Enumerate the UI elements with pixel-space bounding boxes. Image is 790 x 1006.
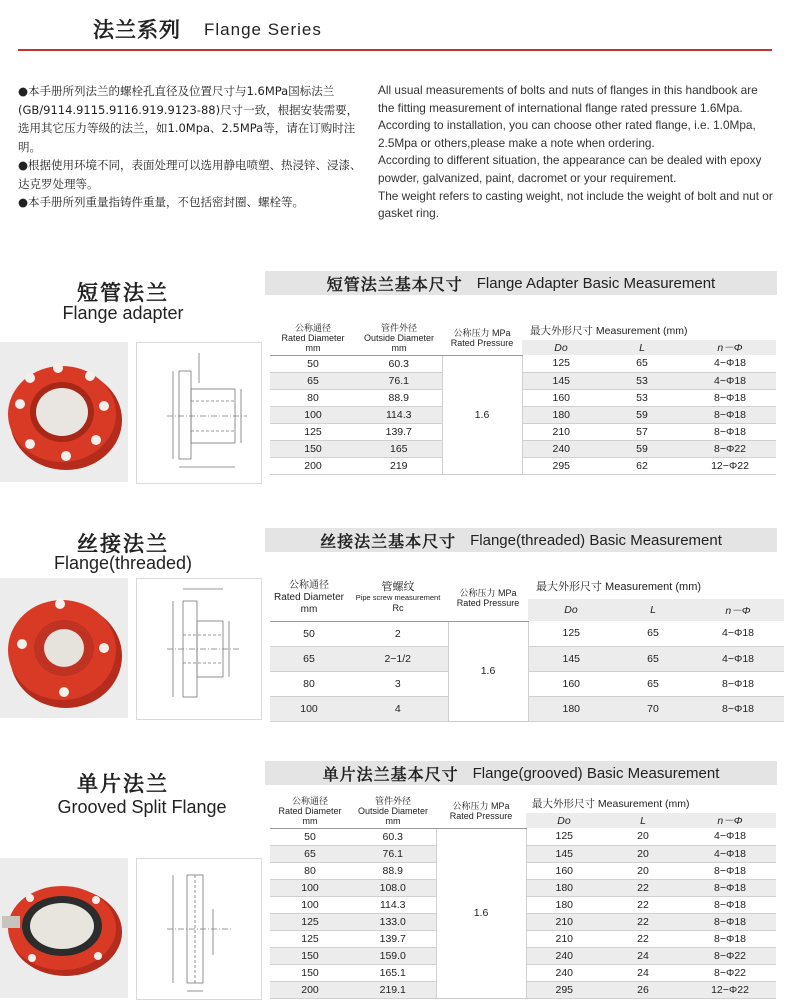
table-cell: 240 <box>526 964 602 981</box>
intro-cn-3: ●本手册所列重量指铸件重量，不包括密封圈、螺栓等。 <box>18 195 305 209</box>
table-cell: 59 <box>600 440 684 457</box>
table-cell: 8−Φ22 <box>684 947 776 964</box>
table-cell: 12−Φ22 <box>684 981 776 998</box>
table-row <box>270 406 776 423</box>
table-cell: 22 <box>602 896 684 913</box>
col-outside-diameter: 管件外径 Outside Diameter mm <box>350 795 436 828</box>
table-cell: 165.1 <box>350 964 436 981</box>
table-cell: 8−Φ18 <box>684 896 776 913</box>
table-cell: 20 <box>602 862 684 879</box>
section-bar-cn: 丝接法兰基本尺寸 <box>320 531 457 551</box>
table-cell: 12−Φ22 <box>684 457 776 474</box>
table-cell: 125 <box>270 930 350 947</box>
table-cell: 150 <box>270 964 350 981</box>
table-cell: 180 <box>522 406 600 423</box>
table-cell: 65 <box>614 671 692 696</box>
table-cell: 295 <box>526 981 602 998</box>
table-cell: 240 <box>522 440 600 457</box>
intro-en-2: According to different situation, the appearance can be dealed with epoxy powder, galvanized, paint, dacromet or your requirement. <box>378 153 762 185</box>
table-cell: 50 <box>270 621 348 646</box>
table-cell: 100 <box>270 406 356 423</box>
table-cell: 160 <box>528 671 614 696</box>
table-cell: 8−Φ18 <box>684 862 776 879</box>
section-title-cn: 丝接法兰 <box>77 532 169 556</box>
table-cell: 65 <box>270 646 348 671</box>
table-cell: 65 <box>614 646 692 671</box>
col-rated-pressure: 公称压力 MPa Rated Pressure <box>448 575 528 621</box>
section-title-en: Grooved Split Flange <box>57 797 227 817</box>
table-cell: 180 <box>528 696 614 721</box>
section-title-en: Flange adapter <box>62 303 184 323</box>
table-cell: 60.3 <box>356 355 442 372</box>
table-cell: 4−Φ18 <box>684 845 776 862</box>
table-cell: 80 <box>270 389 356 406</box>
table-cell: 2 <box>348 621 448 646</box>
table-cell: 8−Φ22 <box>684 440 776 457</box>
header-divider <box>18 49 772 51</box>
col-measurement: 最大外形尺寸 Measurement (mm) <box>536 581 702 593</box>
table-cell: 8−Φ18 <box>684 423 776 440</box>
col-rated-diameter: 公称通径 Rated Diameter mm <box>270 795 350 828</box>
sub-n-phi: n－Φ <box>684 340 776 355</box>
table-cell: 210 <box>522 423 600 440</box>
table-cell: 139.7 <box>350 930 436 947</box>
rows <box>270 621 784 721</box>
table-cell: 100 <box>270 696 348 721</box>
grooved-flange-drawing <box>136 858 262 1000</box>
intro-cn-1: ●本手册所列法兰的螺栓孔直径及位置尺寸与1.6MPa国标法兰(GB/9114.9115.9116.919.9123-88)尺寸一致，根据安装需要，选用其它压力等级的法兰，如1.0Mpa、2.5MPa等，请在订购时注明。 <box>18 84 359 154</box>
measurement-table <box>270 322 776 475</box>
table-cell: 22 <box>602 879 684 896</box>
table-cell: 8−Φ18 <box>684 406 776 423</box>
table-row <box>270 423 776 440</box>
table-cell: 4−Φ18 <box>692 646 784 671</box>
table-cell: 4−Φ18 <box>684 355 776 372</box>
col-rated-pressure: 公称压力 MPa Rated Pressure <box>436 795 526 828</box>
table-cell: 65 <box>270 845 350 862</box>
flange-adapter-photo <box>0 342 128 482</box>
table-cell: 145 <box>522 372 600 389</box>
table-cell: 3 <box>348 671 448 696</box>
table-cell: 8−Φ18 <box>692 696 784 721</box>
table-cell: 145 <box>526 845 602 862</box>
table-cell: 125 <box>270 913 350 930</box>
sub-n-phi: n－Φ <box>684 813 776 828</box>
rows <box>270 828 776 998</box>
measurement-table <box>270 575 784 722</box>
section-bar <box>265 761 777 785</box>
col-pipe-screw: 管螺纹 Pipe screw measurement Rc <box>348 575 448 621</box>
table-cell: 65 <box>600 355 684 372</box>
table-cell: 76.1 <box>356 372 442 389</box>
table-flange-threaded <box>270 575 784 722</box>
rows <box>270 355 776 474</box>
flange-threaded-photo <box>0 578 128 718</box>
table-cell: 57 <box>600 423 684 440</box>
table-row <box>270 355 776 372</box>
intro-cn <box>18 82 363 212</box>
cell-pressure: 1.6 <box>448 621 528 721</box>
table-cell: 100 <box>270 879 350 896</box>
flange-adapter-drawing <box>136 342 262 484</box>
table-cell: 219.1 <box>350 981 436 998</box>
table-cell: 50 <box>270 355 356 372</box>
table-cell: 295 <box>522 457 600 474</box>
table-cell: 65 <box>270 372 356 389</box>
table-cell: 150 <box>270 947 350 964</box>
table-cell: 62 <box>600 457 684 474</box>
page-title-cn: 法兰系列 <box>93 18 181 42</box>
sub-l: L <box>602 813 684 828</box>
table-cell: 160 <box>522 389 600 406</box>
section-bar-en: Flange(threaded) Basic Measurement <box>470 531 722 549</box>
table-row <box>270 457 776 474</box>
section-bar-en: Flange(grooved) Basic Measurement <box>472 764 720 782</box>
sub-do: Do <box>528 599 614 621</box>
table-cell: 8−Φ22 <box>684 964 776 981</box>
section-bar <box>265 528 777 552</box>
table-cell: 20 <box>602 845 684 862</box>
table-cell: 22 <box>602 930 684 947</box>
table-cell: 4−Φ18 <box>692 621 784 646</box>
grooved-flange-photo <box>0 858 128 998</box>
table-cell: 160 <box>526 862 602 879</box>
table-cell: 8−Φ18 <box>684 930 776 947</box>
table-row <box>270 440 776 457</box>
table-cell: 100 <box>270 896 350 913</box>
table-cell: 53 <box>600 372 684 389</box>
table-cell: 8−Φ18 <box>684 879 776 896</box>
table-cell: 70 <box>614 696 692 721</box>
table-cell: 180 <box>526 896 602 913</box>
table-grooved-flange <box>270 795 776 999</box>
table-cell: 53 <box>600 389 684 406</box>
sub-do: Do <box>522 340 600 355</box>
table-row <box>270 621 784 646</box>
table-cell: 76.1 <box>350 845 436 862</box>
table-cell: 24 <box>602 964 684 981</box>
sub-l: L <box>614 599 692 621</box>
table-cell: 22 <box>602 913 684 930</box>
section-bar-en: Flange Adapter Basic Measurement <box>476 274 716 292</box>
table-cell: 108.0 <box>350 879 436 896</box>
sub-do: Do <box>526 813 602 828</box>
table-cell: 59 <box>600 406 684 423</box>
table-cell: 139.7 <box>356 423 442 440</box>
table-cell: 210 <box>526 930 602 947</box>
intro-cn-2: ●根据使用环境不同，表面处理可以选用静电喷塑、热浸锌、浸漆、达克罗处理等。 <box>18 158 362 191</box>
table-cell: 114.3 <box>350 896 436 913</box>
table-row <box>270 828 776 845</box>
table-cell: 240 <box>526 947 602 964</box>
table-cell: 8−Φ18 <box>692 671 784 696</box>
table-flange-adapter <box>270 322 776 475</box>
section-bar-cn: 短管法兰基本尺寸 <box>326 274 463 294</box>
cell-pressure: 1.6 <box>436 828 526 998</box>
table-cell: 165 <box>356 440 442 457</box>
col-rated-pressure: 公称压力 MPa Rated Pressure <box>442 322 522 355</box>
table-cell: 210 <box>526 913 602 930</box>
table-cell: 80 <box>270 671 348 696</box>
section-bar <box>265 271 777 295</box>
section-bar-cn: 单片法兰基本尺寸 <box>322 764 459 784</box>
table-cell: 24 <box>602 947 684 964</box>
sub-l: L <box>600 340 684 355</box>
intro-en <box>378 82 776 223</box>
col-rated-diameter: 公称通径 Rated Diameter mm <box>270 322 356 355</box>
col-measurement: 最大外形尺寸 Measurement (mm) <box>530 325 688 337</box>
col-outside-diameter: 管件外径 Outside Diameter mm <box>356 322 442 355</box>
table-cell: 180 <box>526 879 602 896</box>
table-cell: 125 <box>528 621 614 646</box>
col-measurement: 最大外形尺寸 Measurement (mm) <box>532 798 690 810</box>
sub-n-phi: n－Φ <box>692 599 784 621</box>
table-cell: 26 <box>602 981 684 998</box>
table-cell: 60.3 <box>350 828 436 845</box>
table-cell: 200 <box>270 981 350 998</box>
table-cell: 145 <box>528 646 614 671</box>
table-row <box>270 389 776 406</box>
measurement-table <box>270 795 776 999</box>
table-cell: 125 <box>522 355 600 372</box>
table-cell: 150 <box>270 440 356 457</box>
section-title-cn: 短管法兰 <box>77 281 169 305</box>
table-cell: 4−Φ18 <box>684 372 776 389</box>
table-cell: 125 <box>270 423 356 440</box>
table-cell: 65 <box>614 621 692 646</box>
table-cell: 4 <box>348 696 448 721</box>
table-cell: 2−1/2 <box>348 646 448 671</box>
intro-en-3: The weight refers to casting weight, not include the weight of bolt and nut or gasket ring. <box>378 188 773 221</box>
table-cell: 8−Φ18 <box>684 389 776 406</box>
table-cell: 50 <box>270 828 350 845</box>
col-rated-diameter: 公称通径 Rated Diameter mm <box>270 575 348 621</box>
table-cell: 8−Φ18 <box>684 913 776 930</box>
cell-pressure: 1.6 <box>442 355 522 474</box>
table-cell: 125 <box>526 828 602 845</box>
table-row <box>270 372 776 389</box>
table-cell: 88.9 <box>350 862 436 879</box>
section-title-cn: 单片法兰 <box>77 772 169 796</box>
table-cell: 200 <box>270 457 356 474</box>
table-cell: 4−Φ18 <box>684 828 776 845</box>
flange-threaded-drawing <box>136 578 262 720</box>
table-cell: 88.9 <box>356 389 442 406</box>
table-cell: 114.3 <box>356 406 442 423</box>
intro-en-1: All usual measurements of bolts and nuts of flanges in this handbook are the fitting measurement of international flange rated pressure 1.6Mpa. According to installation, you can choose other rated flange, i.e. 1.0Mpa, 2.5Mpa or others,please make a note when ordering. <box>378 83 758 150</box>
page-title-en: Flange Series <box>204 20 322 39</box>
table-cell: 159.0 <box>350 947 436 964</box>
table-cell: 80 <box>270 862 350 879</box>
section-title-en: Flange(threaded) <box>53 553 193 573</box>
table-cell: 133.0 <box>350 913 436 930</box>
table-cell: 20 <box>602 828 684 845</box>
table-cell: 219 <box>356 457 442 474</box>
